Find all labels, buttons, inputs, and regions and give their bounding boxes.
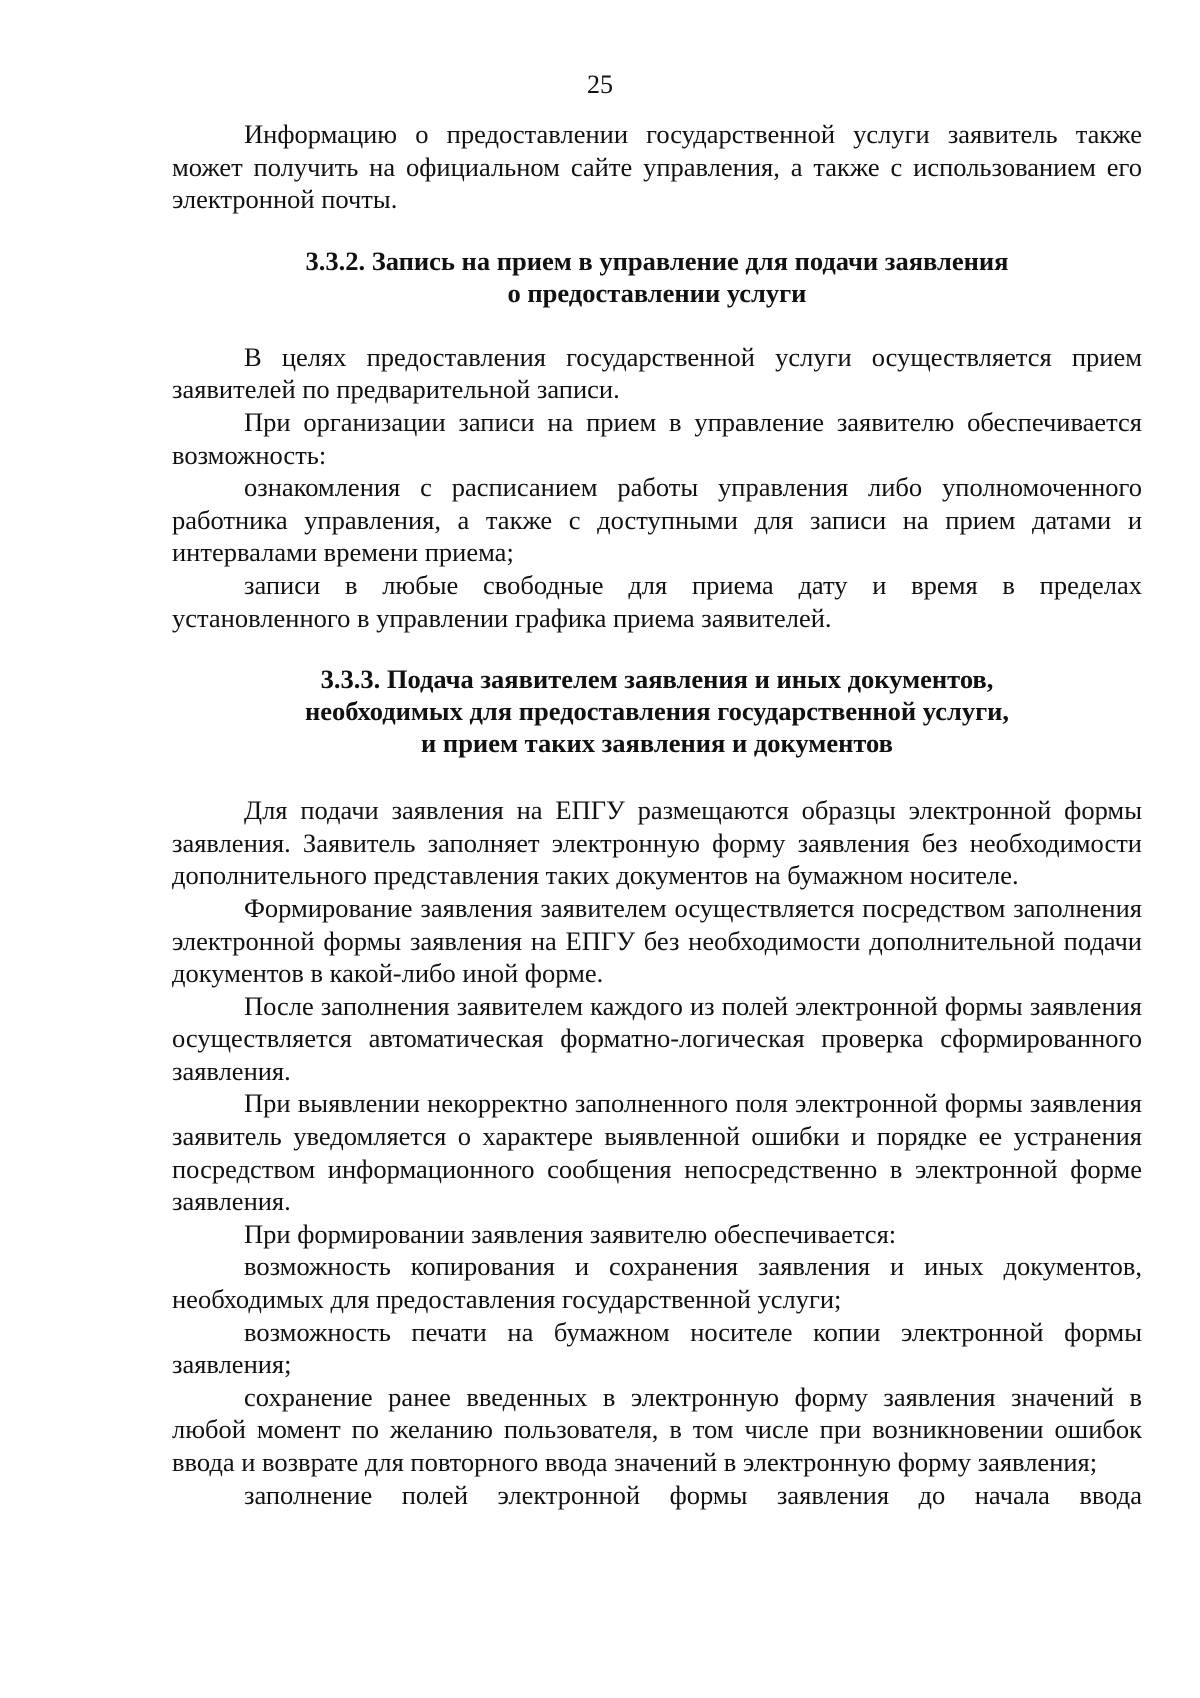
section-heading-3-3-3 (172, 663, 1142, 759)
paragraph: В целях предоставления государственной услуги осуществляется прием заявителей по предварительной записи. (172, 341, 1142, 405)
paragraph: записи в любые свободные для приема дату и время в пределах установленного в управлении графика приема заявителей. (172, 569, 1142, 633)
paragraph: возможность копирования и сохранения заявления и иных документов, необходимых для предоставления государственной услуги; (172, 1251, 1142, 1315)
paragraph: При формировании заявления заявителю обеспечивается: (244, 1218, 897, 1249)
heading-line: и прием таких заявления и документов (421, 728, 893, 759)
heading-line: о предоставлении услуги (507, 277, 807, 308)
paragraph-continued: заполнение полей электронной формы заявления до начала ввода (244, 1479, 1142, 1510)
section-3-3-2-body (172, 341, 1142, 634)
paragraph: Для подачи заявления на ЕПГУ размещаются образцы электронной формы заявления. Заявитель заполняет электронную форму заявления без необходимости дополнительного представления таких документов на бумажном носителе. (172, 795, 1142, 891)
paragraph: сохранение ранее введенных в электронную форму заявления значений в любой момент по желанию пользователя, в том числе при возникновении ошибок ввода и возврате для повторного ввода значений в электронную форму заявления; (172, 1381, 1142, 1477)
paragraph: При организации записи на прием в управление заявителю обеспечивается возможность: (172, 406, 1142, 470)
paragraph: При выявлении некорректно заполненного поля электронной формы заявления заявитель уведомляется о характере выявленной ошибки и порядке ее устранения посредством информационного сообщения непосредственно в электронной форме заявления. (172, 1088, 1142, 1217)
paragraph: ознакомления с расписанием работы управления либо уполномоченного работника управления, а также с доступными для записи на прием датами и интервалами времени приема; (172, 472, 1142, 568)
heading-line: 3.3.3. Подача заявителем заявления и иных документов, (320, 664, 994, 695)
page-number: 25 (587, 70, 613, 99)
heading-line: 3.3.2. Запись на прием в управление для подачи заявления (305, 245, 1009, 276)
intro-paragraph: Информацию о предоставлении государственной услуги заявитель также может получить на официальном сайте управления, а также с использованием его электронной почты. (172, 119, 1142, 215)
paragraph: После заполнения заявителем каждого из полей электронной формы заявления осуществляется автоматическая форматно-логическая проверка сформированного заявления. (172, 990, 1142, 1086)
document-body (172, 118, 1142, 1511)
paragraph: Формирование заявления заявителем осуществляется посредством заполнения электронной формы заявления на ЕПГУ без необходимости дополнительной подачи документов в какой-либо иной форме. (172, 892, 1142, 989)
heading-line: необходимых для предоставления государственной услуги, (304, 696, 1010, 727)
paragraph: возможность печати на бумажном носителе копии электронной формы заявления; (172, 1316, 1142, 1380)
section-heading-3-3-2 (172, 245, 1142, 309)
section-3-3-3-body (172, 794, 1142, 1511)
